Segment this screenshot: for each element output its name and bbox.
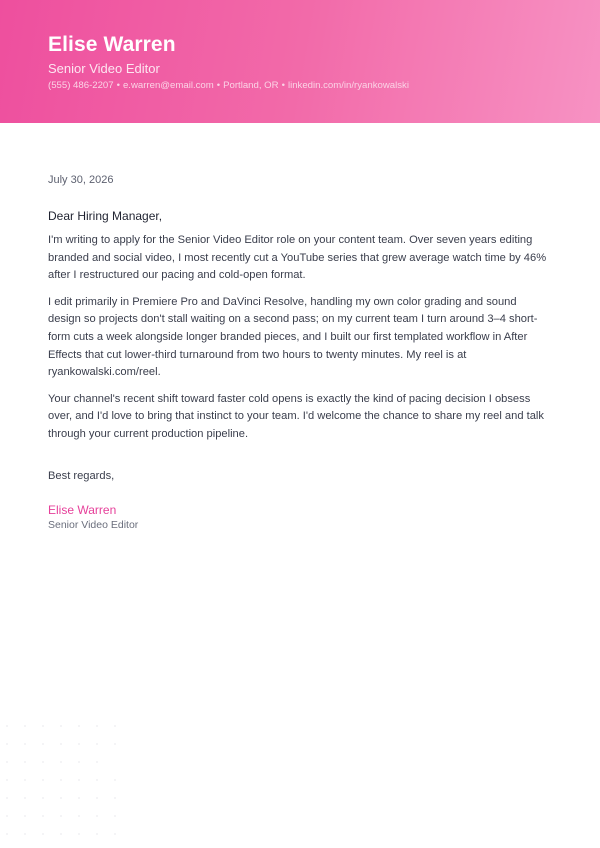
decorative-dot: [60, 815, 62, 817]
contact-separator: •: [216, 80, 221, 91]
decorative-dot: [60, 779, 62, 781]
contact-line: [48, 80, 409, 91]
closing: Best regards,: [48, 469, 115, 482]
contact-phone: (555) 486-2207: [48, 80, 114, 91]
decorative-dot: [6, 725, 8, 727]
applicant-name: Elise Warren: [48, 33, 176, 56]
letter-body: [48, 172, 552, 533]
decorative-dot: [96, 797, 98, 799]
signature-name: Elise Warren: [48, 502, 117, 517]
decorative-dot: [6, 743, 8, 745]
decorative-dot: [24, 725, 26, 727]
letter-date: July 30, 2026: [48, 174, 114, 186]
decorative-dot: [24, 833, 26, 835]
decorative-dot: [60, 725, 62, 727]
decorative-dot: [78, 815, 80, 817]
decorative-dot: [96, 743, 98, 745]
decorative-dot: [6, 761, 8, 763]
contact-separator: •: [116, 80, 120, 91]
decorative-dot: [42, 761, 44, 763]
letter-header: [0, 0, 600, 123]
decorative-dot: [114, 797, 116, 799]
decorative-dot: [60, 833, 62, 835]
decorative-dot: [78, 833, 80, 835]
decorative-dot: [78, 779, 80, 781]
decorative-dot: [96, 761, 98, 763]
decorative-dot: [24, 779, 26, 781]
decorative-dot: [24, 743, 26, 745]
decorative-dot: [114, 815, 116, 817]
decorative-dot: [78, 743, 80, 745]
body-paragraph-1: I'm writing to apply for the Senior Video Editor role on your content team. Over seven years editing branded and social video, I most recently cut a YouTube series that grew average watch time by 46% after I restructured our pacing and cold-open format.: [48, 234, 547, 282]
decorative-dot: [96, 833, 98, 835]
decorative-dot: [42, 779, 44, 781]
decorative-dot: [96, 779, 98, 781]
contact-location: Portland, OR: [223, 80, 279, 91]
decorative-dot: [6, 815, 8, 817]
decorative-dot: [24, 761, 26, 763]
decorative-dot: [42, 743, 44, 745]
decorative-dot: [6, 797, 8, 799]
decorative-dot: [60, 797, 62, 799]
contact-website[interactable]: linkedin.com/in/ryankowalski: [287, 80, 409, 91]
salutation: Dear Hiring Manager,: [48, 209, 163, 223]
decorative-dot: [96, 815, 98, 817]
decorative-dot: [42, 815, 44, 817]
body-paragraph-3: Your channel's recent shift toward faster cold opens is exactly the kind of pacing decision I obsess over, and I'd love to bring that instinct to your team. I'd welcome the chance to share my reel and talk through your current production pipeline.: [48, 392, 544, 440]
decorative-dot: [96, 725, 98, 727]
decorative-dot: [114, 743, 116, 745]
signature-title: Senior Video Editor: [48, 518, 139, 531]
decorative-dot: [42, 833, 44, 835]
decorative-dot: [78, 761, 80, 763]
decorative-dot: [114, 725, 116, 727]
decorative-dot: [24, 815, 26, 817]
contact-separator: •: [281, 80, 285, 91]
decorative-dot-pattern: [0, 715, 140, 848]
decorative-dot: [6, 833, 8, 835]
decorative-dot: [78, 797, 80, 799]
decorative-dot: [6, 779, 8, 781]
decorative-dot: [114, 779, 116, 781]
decorative-dot: [24, 797, 26, 799]
body-paragraph-2: I edit primarily in Premiere Pro and DaVinci Resolve, handling my own color grading and sound design so projects don't stall waiting on a second pass; on my current team I turn around 3–4 short-form cuts a week alongside longer branded pieces, and I built our first templated workflow in After Effects that cut lower-third turnaround from two hours to twenty minutes. My reel is at ryankowalski.com/reel.: [48, 295, 538, 379]
decorative-dot: [42, 725, 44, 727]
decorative-dot: [60, 761, 62, 763]
decorative-dot: [78, 725, 80, 727]
applicant-title: Senior Video Editor: [48, 61, 160, 76]
decorative-dot: [42, 797, 44, 799]
contact-email[interactable]: e.warren@email.com: [122, 80, 214, 91]
decorative-dot: [60, 743, 62, 745]
decorative-dot: [114, 833, 116, 835]
